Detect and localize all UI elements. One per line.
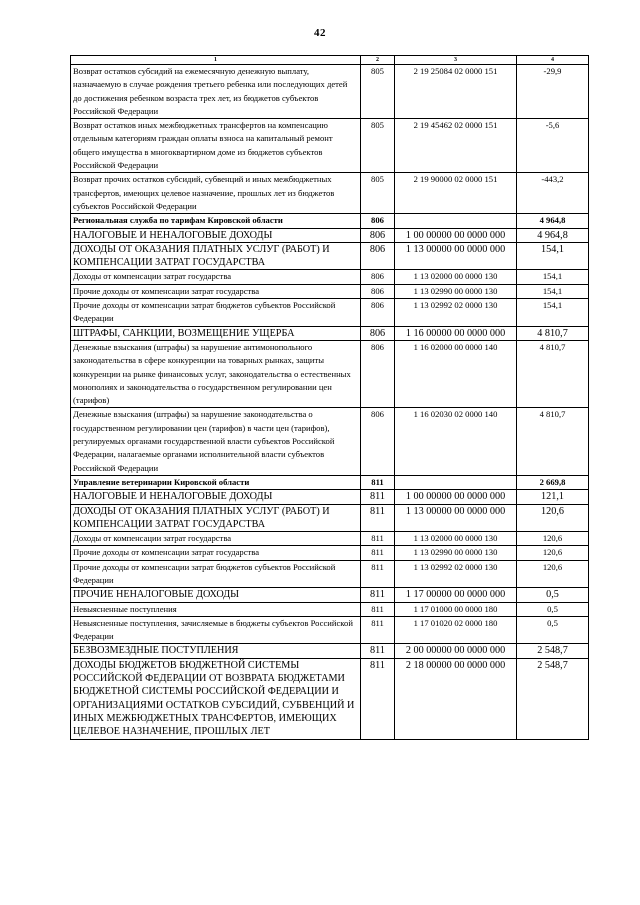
amount-cell: 154,1 bbox=[517, 299, 589, 327]
amount-cell: 120,6 bbox=[517, 560, 589, 588]
income-name-cell: Доходы от компенсации затрат государства bbox=[71, 532, 361, 546]
amount-cell: 154,1 bbox=[517, 270, 589, 284]
admin-code-cell: 806 bbox=[361, 270, 395, 284]
amount-cell: -443,2 bbox=[517, 173, 589, 214]
amount-cell: 120,6 bbox=[517, 546, 589, 560]
budget-code-cell: 1 17 01000 00 0000 180 bbox=[395, 602, 517, 616]
revenue-table bbox=[70, 55, 589, 740]
amount-cell: -29,9 bbox=[517, 65, 589, 119]
income-name-cell: Денежные взыскания (штрафы) за нарушение антимонопольного законодательства в сфере конкуренции на товарных рынках, защиты конкуренции на рынке финансовых услуг, законодательства о естественных монополиях и законодательства о государственном регулировании цен (тарифов) bbox=[71, 340, 361, 407]
amount-cell: 4 964,8 bbox=[517, 214, 589, 228]
amount-cell: 0,5 bbox=[517, 588, 589, 602]
budget-code-cell: 1 13 02990 00 0000 130 bbox=[395, 284, 517, 298]
table-row bbox=[71, 475, 589, 489]
budget-code-cell: 1 13 02000 00 0000 130 bbox=[395, 532, 517, 546]
budget-code-cell: 2 19 90000 02 0000 151 bbox=[395, 173, 517, 214]
budget-code-cell: 1 16 02030 02 0000 140 bbox=[395, 408, 517, 475]
table-row bbox=[71, 644, 589, 658]
income-name-cell: Денежные взыскания (штрафы) за нарушение законодательства о государственном регулировании цен (тарифов) в части цен (тарифов), регулируемых органами государственной власти субъектов Российской Федерации, налагаемые органами исполнительной власти субъектов Российской Федерации bbox=[71, 408, 361, 475]
amount-cell: 154,1 bbox=[517, 242, 589, 270]
table-row bbox=[71, 119, 589, 173]
admin-code-cell: 811 bbox=[361, 504, 395, 532]
table-row bbox=[71, 214, 589, 228]
table-row bbox=[71, 602, 589, 616]
income-name-cell: Возврат прочих остатков субсидий, субвенций и иных межбюджетных трансфертов, имеющих целевое назначение, прошлых лет из бюджетов субъектов Российской Федерации bbox=[71, 173, 361, 214]
budget-code-cell: 1 00 00000 00 0000 000 bbox=[395, 490, 517, 504]
budget-code-cell: 2 00 00000 00 0000 000 bbox=[395, 644, 517, 658]
admin-code-cell: 806 bbox=[361, 408, 395, 475]
admin-code-cell: 805 bbox=[361, 119, 395, 173]
amount-cell: 2 548,7 bbox=[517, 644, 589, 658]
amount-cell: 0,5 bbox=[517, 602, 589, 616]
admin-code-cell: 806 bbox=[361, 326, 395, 340]
income-name-cell: Доходы от компенсации затрат государства bbox=[71, 270, 361, 284]
budget-code-cell: 1 00 00000 00 0000 000 bbox=[395, 228, 517, 242]
admin-code-cell: 811 bbox=[361, 644, 395, 658]
income-name-cell: ПРОЧИЕ НЕНАЛОГОВЫЕ ДОХОДЫ bbox=[71, 588, 361, 602]
income-name-cell: Прочие доходы от компенсации затрат бюджетов субъектов Российской Федерации bbox=[71, 299, 361, 327]
page-number: 42 bbox=[314, 27, 326, 39]
income-name-cell: Невыясненные поступления bbox=[71, 602, 361, 616]
income-name-cell: Невыясненные поступления, зачисляемые в бюджеты субъектов Российской Федерации bbox=[71, 616, 361, 644]
amount-cell: 2 548,7 bbox=[517, 658, 589, 739]
income-name-cell: Возврат остатков субсидий на ежемесячную денежную выплату, назначаемую в случае рождения третьего ребенка или последующих детей до достижения ребенком возраста трех лет, из бюджетов субъектов Российской Федерации bbox=[71, 65, 361, 119]
table-row bbox=[71, 270, 589, 284]
amount-cell: 154,1 bbox=[517, 284, 589, 298]
table-row bbox=[71, 588, 589, 602]
income-name-cell: ШТРАФЫ, САНКЦИИ, ВОЗМЕЩЕНИЕ УЩЕРБА bbox=[71, 326, 361, 340]
amount-cell: 4 964,8 bbox=[517, 228, 589, 242]
admin-code-cell: 806 bbox=[361, 214, 395, 228]
admin-code-cell: 811 bbox=[361, 560, 395, 588]
amount-cell: 120,6 bbox=[517, 504, 589, 532]
table-row bbox=[71, 340, 589, 407]
table-row bbox=[71, 616, 589, 644]
budget-code-cell: 1 13 02990 00 0000 130 bbox=[395, 546, 517, 560]
budget-code-cell: 2 19 25084 02 0000 151 bbox=[395, 65, 517, 119]
budget-code-cell: 1 13 02000 00 0000 130 bbox=[395, 270, 517, 284]
amount-cell: 120,6 bbox=[517, 532, 589, 546]
income-name-cell: Региональная служба по тарифам Кировской области bbox=[71, 214, 361, 228]
budget-code-cell: 1 13 02992 02 0000 130 bbox=[395, 299, 517, 327]
table-row bbox=[71, 173, 589, 214]
budget-code-cell: 1 13 00000 00 0000 000 bbox=[395, 242, 517, 270]
table-row bbox=[71, 299, 589, 327]
income-name-cell: Прочие доходы от компенсации затрат бюджетов субъектов Российской Федерации bbox=[71, 560, 361, 588]
table-row bbox=[71, 658, 589, 739]
table-row bbox=[71, 326, 589, 340]
column-number: 3 bbox=[395, 56, 517, 65]
budget-code-cell: 1 13 00000 00 0000 000 bbox=[395, 504, 517, 532]
table-row bbox=[71, 504, 589, 532]
column-number-row bbox=[71, 56, 589, 65]
income-name-cell: Прочие доходы от компенсации затрат государства bbox=[71, 546, 361, 560]
column-number: 2 bbox=[361, 56, 395, 65]
table-row bbox=[71, 546, 589, 560]
amount-cell: -5,6 bbox=[517, 119, 589, 173]
admin-code-cell: 806 bbox=[361, 299, 395, 327]
income-name-cell: Прочие доходы от компенсации затрат государства bbox=[71, 284, 361, 298]
admin-code-cell: 806 bbox=[361, 228, 395, 242]
income-name-cell: НАЛОГОВЫЕ И НЕНАЛОГОВЫЕ ДОХОДЫ bbox=[71, 490, 361, 504]
table-row bbox=[71, 408, 589, 475]
budget-code-cell: 1 16 00000 00 0000 000 bbox=[395, 326, 517, 340]
income-name-cell: Возврат остатков иных межбюджетных трансфертов на компенсацию отдельным категориям граждан оплаты взноса на капитальный ремонт общего имущества в многоквартирном доме из бюджетов субъектов Российской Федерации bbox=[71, 119, 361, 173]
income-name-cell: ДОХОДЫ ОТ ОКАЗАНИЯ ПЛАТНЫХ УСЛУГ (РАБОТ) И КОМПЕНСАЦИИ ЗАТРАТ ГОСУДАРСТВА bbox=[71, 504, 361, 532]
table-row bbox=[71, 242, 589, 270]
table-row bbox=[71, 532, 589, 546]
amount-cell: 4 810,7 bbox=[517, 340, 589, 407]
budget-code-cell: 1 17 01020 02 0000 180 bbox=[395, 616, 517, 644]
income-name-cell: ДОХОДЫ БЮДЖЕТОВ БЮДЖЕТНОЙ СИСТЕМЫ РОССИЙСКОЙ ФЕДЕРАЦИИ ОТ ВОЗВРАТА БЮДЖЕТАМИ БЮДЖЕТНОЙ СИСТЕМЫ РОССИЙСКОЙ ФЕДЕРАЦИИ И ОРГАНИЗАЦИЯМИ ОСТАТКОВ СУБСИДИЙ, СУБВЕНЦИЙ И ИНЫХ МЕЖБЮДЖЕТНЫХ ТРАНСФЕРТОВ, ИМЕЮЩИХ ЦЕЛЕВОЕ НАЗНАЧЕНИЕ, ПРОШЛЫХ ЛЕТ bbox=[71, 658, 361, 739]
table-row bbox=[71, 560, 589, 588]
income-name-cell: НАЛОГОВЫЕ И НЕНАЛОГОВЫЕ ДОХОДЫ bbox=[71, 228, 361, 242]
income-name-cell: БЕЗВОЗМЕЗДНЫЕ ПОСТУПЛЕНИЯ bbox=[71, 644, 361, 658]
amount-cell: 121,1 bbox=[517, 490, 589, 504]
admin-code-cell: 806 bbox=[361, 242, 395, 270]
admin-code-cell: 811 bbox=[361, 532, 395, 546]
column-number: 1 bbox=[71, 56, 361, 65]
budget-code-cell: 2 19 45462 02 0000 151 bbox=[395, 119, 517, 173]
admin-code-cell: 805 bbox=[361, 65, 395, 119]
admin-code-cell: 806 bbox=[361, 340, 395, 407]
admin-code-cell: 811 bbox=[361, 658, 395, 739]
admin-code-cell: 805 bbox=[361, 173, 395, 214]
budget-code-cell: 1 13 02992 02 0000 130 bbox=[395, 560, 517, 588]
admin-code-cell: 811 bbox=[361, 546, 395, 560]
amount-cell: 0,5 bbox=[517, 616, 589, 644]
table-row bbox=[71, 490, 589, 504]
admin-code-cell: 806 bbox=[361, 284, 395, 298]
table-row bbox=[71, 284, 589, 298]
admin-code-cell: 811 bbox=[361, 616, 395, 644]
budget-code-cell bbox=[395, 475, 517, 489]
income-name-cell: ДОХОДЫ ОТ ОКАЗАНИЯ ПЛАТНЫХ УСЛУГ (РАБОТ) И КОМПЕНСАЦИИ ЗАТРАТ ГОСУДАРСТВА bbox=[71, 242, 361, 270]
budget-code-cell: 1 16 02000 00 0000 140 bbox=[395, 340, 517, 407]
admin-code-cell: 811 bbox=[361, 475, 395, 489]
table-row bbox=[71, 65, 589, 119]
budget-code-cell: 1 17 00000 00 0000 000 bbox=[395, 588, 517, 602]
amount-cell: 2 669,8 bbox=[517, 475, 589, 489]
budget-code-cell: 2 18 00000 00 0000 000 bbox=[395, 658, 517, 739]
admin-code-cell: 811 bbox=[361, 588, 395, 602]
income-name-cell: Управление ветеринарии Кировской области bbox=[71, 475, 361, 489]
amount-cell: 4 810,7 bbox=[517, 326, 589, 340]
table-row bbox=[71, 228, 589, 242]
budget-code-cell bbox=[395, 214, 517, 228]
admin-code-cell: 811 bbox=[361, 490, 395, 504]
column-number: 4 bbox=[517, 56, 589, 65]
amount-cell: 4 810,7 bbox=[517, 408, 589, 475]
admin-code-cell: 811 bbox=[361, 602, 395, 616]
